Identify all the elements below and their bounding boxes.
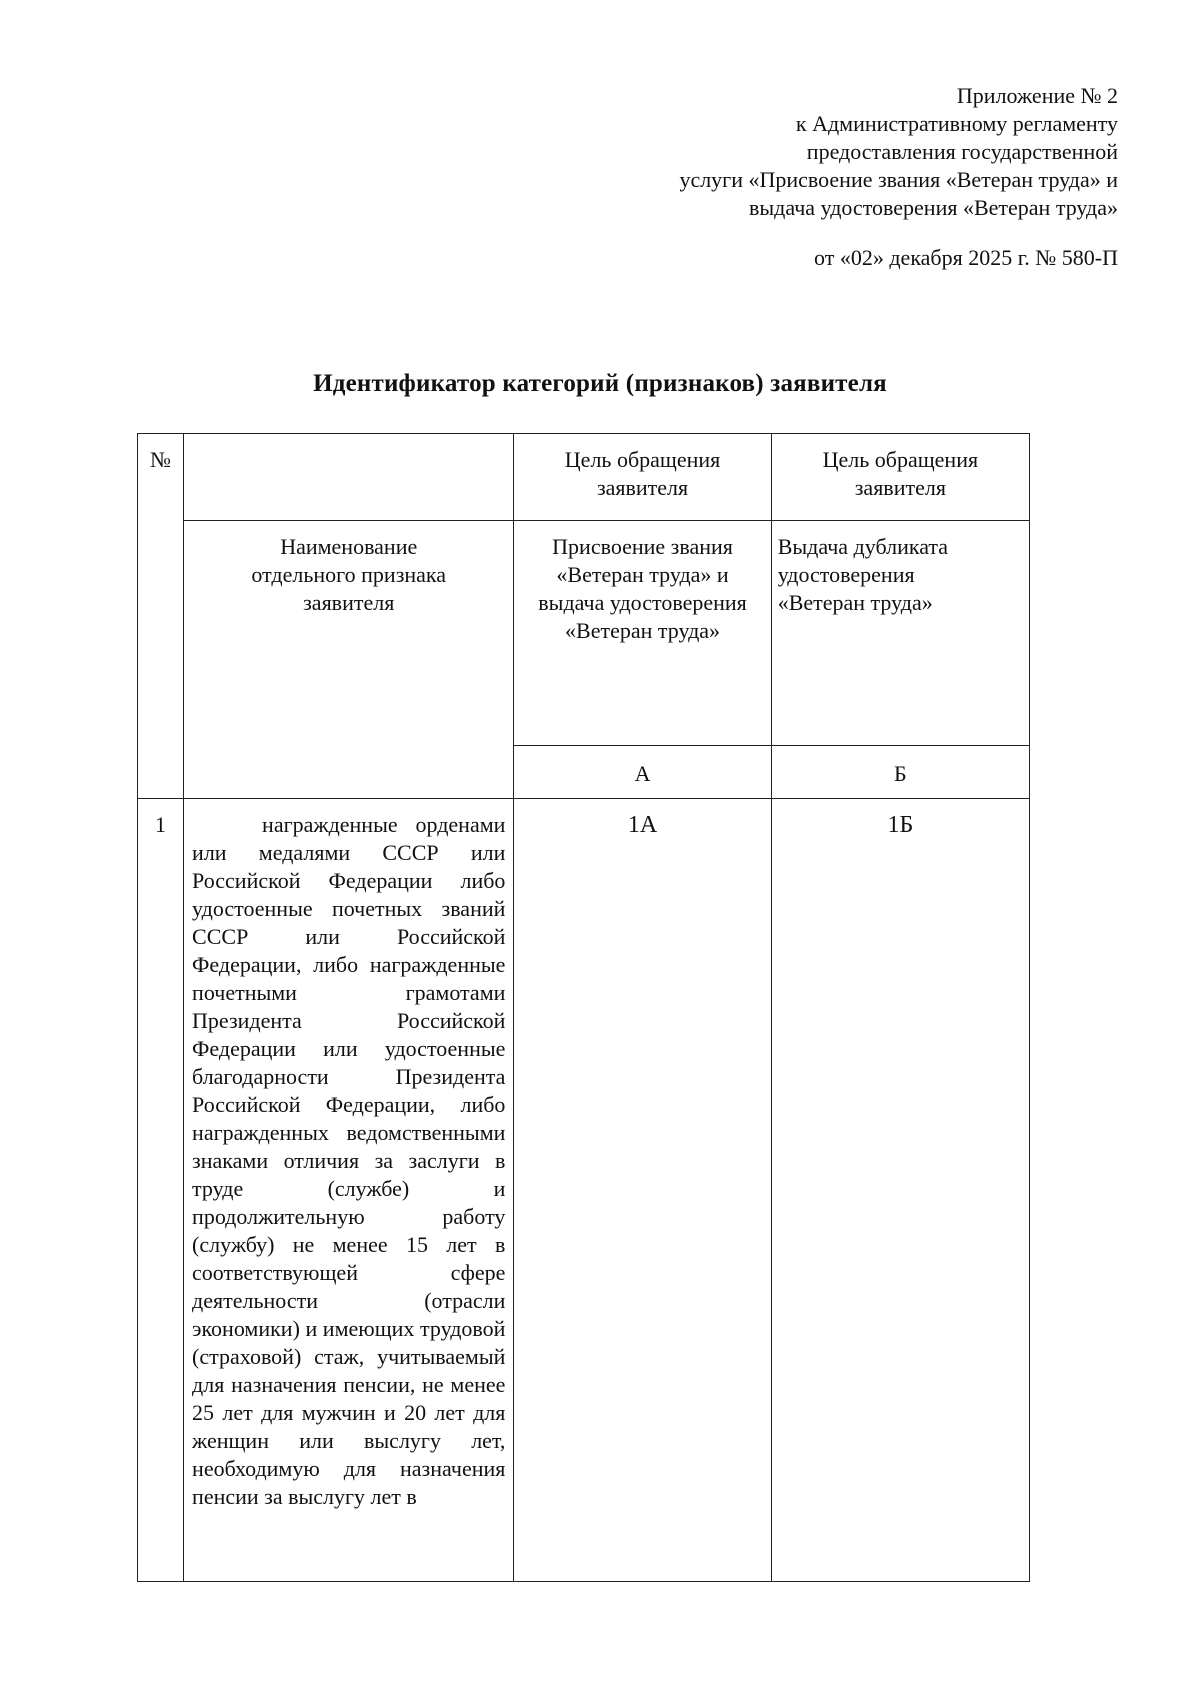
letter-a-cell: А	[514, 746, 771, 799]
goal-header-a: Цель обращения заявителя	[514, 434, 771, 521]
row-number: 1	[138, 799, 184, 1582]
header-line-5: выдача удостоверения «Ветеран труда»	[749, 195, 1118, 220]
header-dateline: от «02» декабря 2025 г. № 580-П	[814, 245, 1118, 270]
letter-b-cell: Б	[771, 746, 1029, 799]
document-title: Идентификатор категорий (признаков) заявителя	[313, 370, 887, 397]
header-line-1: Приложение № 2	[956, 83, 1118, 108]
goal-header-b: Цель обращения заявителя	[771, 434, 1029, 521]
table-row	[138, 799, 1030, 1582]
header-empty-cell	[184, 434, 514, 521]
header-line-4: услуги «Присвоение звания «Ветеран труда» и	[679, 167, 1118, 192]
header-number-cell: №	[138, 434, 184, 799]
service-b-header: Выдача дубликата удостоверения «Ветеран труда»	[771, 521, 1029, 746]
table-header-row-goal	[138, 434, 1030, 521]
name-header-cell: Наименование отдельного признака заявителя	[184, 521, 514, 799]
service-a-header: Присвоение звания «Ветеран труда» и выдача удостоверения «Ветеран труда»	[514, 521, 771, 746]
appendix-header	[679, 82, 1118, 272]
table-header-row-service	[138, 521, 1030, 746]
applicant-category-table	[137, 433, 1030, 1582]
row-code-a: 1А	[514, 799, 771, 1582]
row-category-text: награжденные орденами или медалями СССР или Российской Федерации либо удостоенные почетных званий СССР или Российской Федерации, либо награжденные почетными грамотами Президента Российской Федерации или удостоенные благодарности Президента Российской Федерации, либо награжденных ведомственными знаками отличия за заслуги в труде (службе) и продолжительную работу (службу) не менее 15 лет в соответствующей сфере деятельности (отрасли экономики) и имеющих трудовой (страховой) стаж, учитываемый для назначения пенсии, не менее 25 лет для мужчин и 20 лет для женщин или выслугу лет, необходимую для назначения пенсии за выслугу лет в	[184, 799, 514, 1582]
header-line-3: предоставления государственной	[806, 139, 1118, 164]
row-code-b: 1Б	[771, 799, 1029, 1582]
header-line-2: к Административному регламенту	[795, 111, 1118, 136]
